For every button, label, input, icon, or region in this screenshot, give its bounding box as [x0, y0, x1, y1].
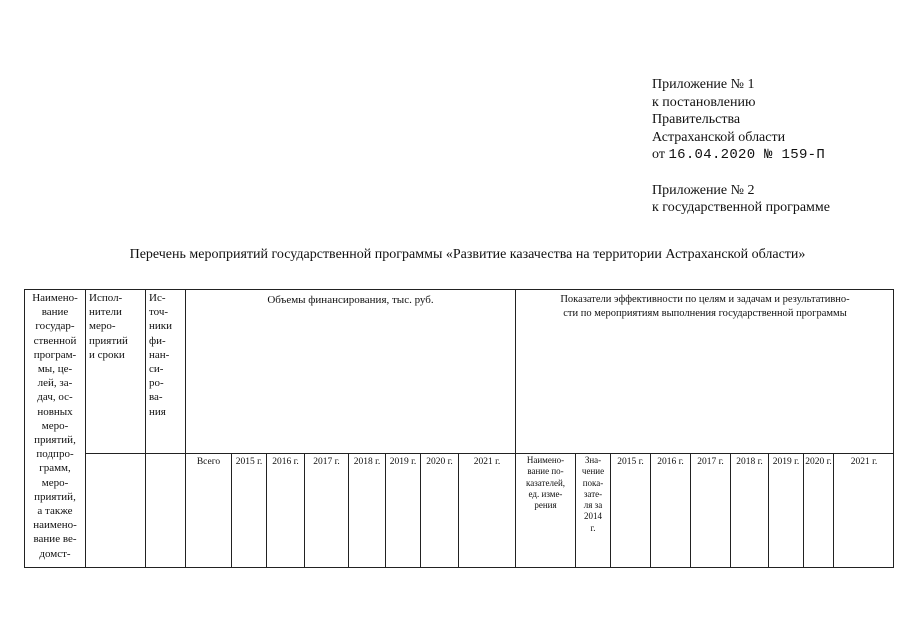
- indicators-header: Показатели эффективности по целям и задачам и результативно- сти по мероприятиям выполнения государственной программы: [560, 294, 850, 320]
- appendix2-title: Приложение № 2: [652, 182, 755, 198]
- funding-year-2018: 2018 г.: [353, 457, 381, 467]
- indicator-year-2017: 2017 г.: [697, 457, 724, 467]
- date-prefix: от: [652, 147, 665, 162]
- resolution-date-number: 16.04.2020 № 159-П: [668, 147, 826, 163]
- funding-year-2021: 2021 г.: [473, 457, 501, 467]
- funding-year-2019: 2019 г.: [389, 457, 417, 467]
- indicator-name-header: Наимено- вание по- казателей, ед. изме- рения: [525, 455, 566, 511]
- appendix1-title: Приложение № 1: [652, 77, 755, 92]
- appendix2-line2: к государственной программе: [652, 200, 830, 215]
- indicator-base-value-header: Зна- чение пока- зате- ля за 2014 г.: [581, 455, 605, 533]
- col-sources-header: Ис- точ- ники фи- нан- си- ро- ва- ния: [149, 292, 173, 418]
- col-executors-header: Испол- нители меро- приятий и сроки: [89, 292, 128, 361]
- appendix1-line4: Астраханской области: [652, 129, 786, 145]
- funding-total-header: Всего: [196, 457, 221, 467]
- funding-year-2016: 2016 г.: [272, 457, 299, 467]
- appendix1-line2: к постановлению: [652, 94, 756, 110]
- indicator-year-2018: 2018 г.: [736, 457, 763, 467]
- indicator-year-2021: 2021 г.: [850, 457, 878, 467]
- funding-year-2017: 2017 г.: [313, 457, 340, 467]
- col-name-header: Наимено- вание государ- ственной програм- мы, це- лей, за- дач, ос- новных меро- приятий, подпро- грамм, меро- приятий, а также наимено- вание ве- домст-: [32, 292, 78, 560]
- indicator-year-2020: 2020 г.: [805, 457, 832, 467]
- indicator-year-2015: 2015 г.: [617, 457, 644, 467]
- indicator-year-2019: 2019 г.: [772, 457, 800, 467]
- funding-year-2015: 2015 г.: [235, 457, 263, 467]
- funding-header: Объемы финансирования, тыс. руб.: [267, 294, 434, 306]
- funding-year-2020: 2020 г.: [426, 457, 453, 467]
- document-title: Перечень мероприятий государственной программы «Развитие казачества на территории Астраханской области»: [129, 247, 806, 262]
- indicator-year-2016: 2016 г.: [657, 457, 684, 467]
- appendix1-line3: Правительства: [652, 112, 741, 127]
